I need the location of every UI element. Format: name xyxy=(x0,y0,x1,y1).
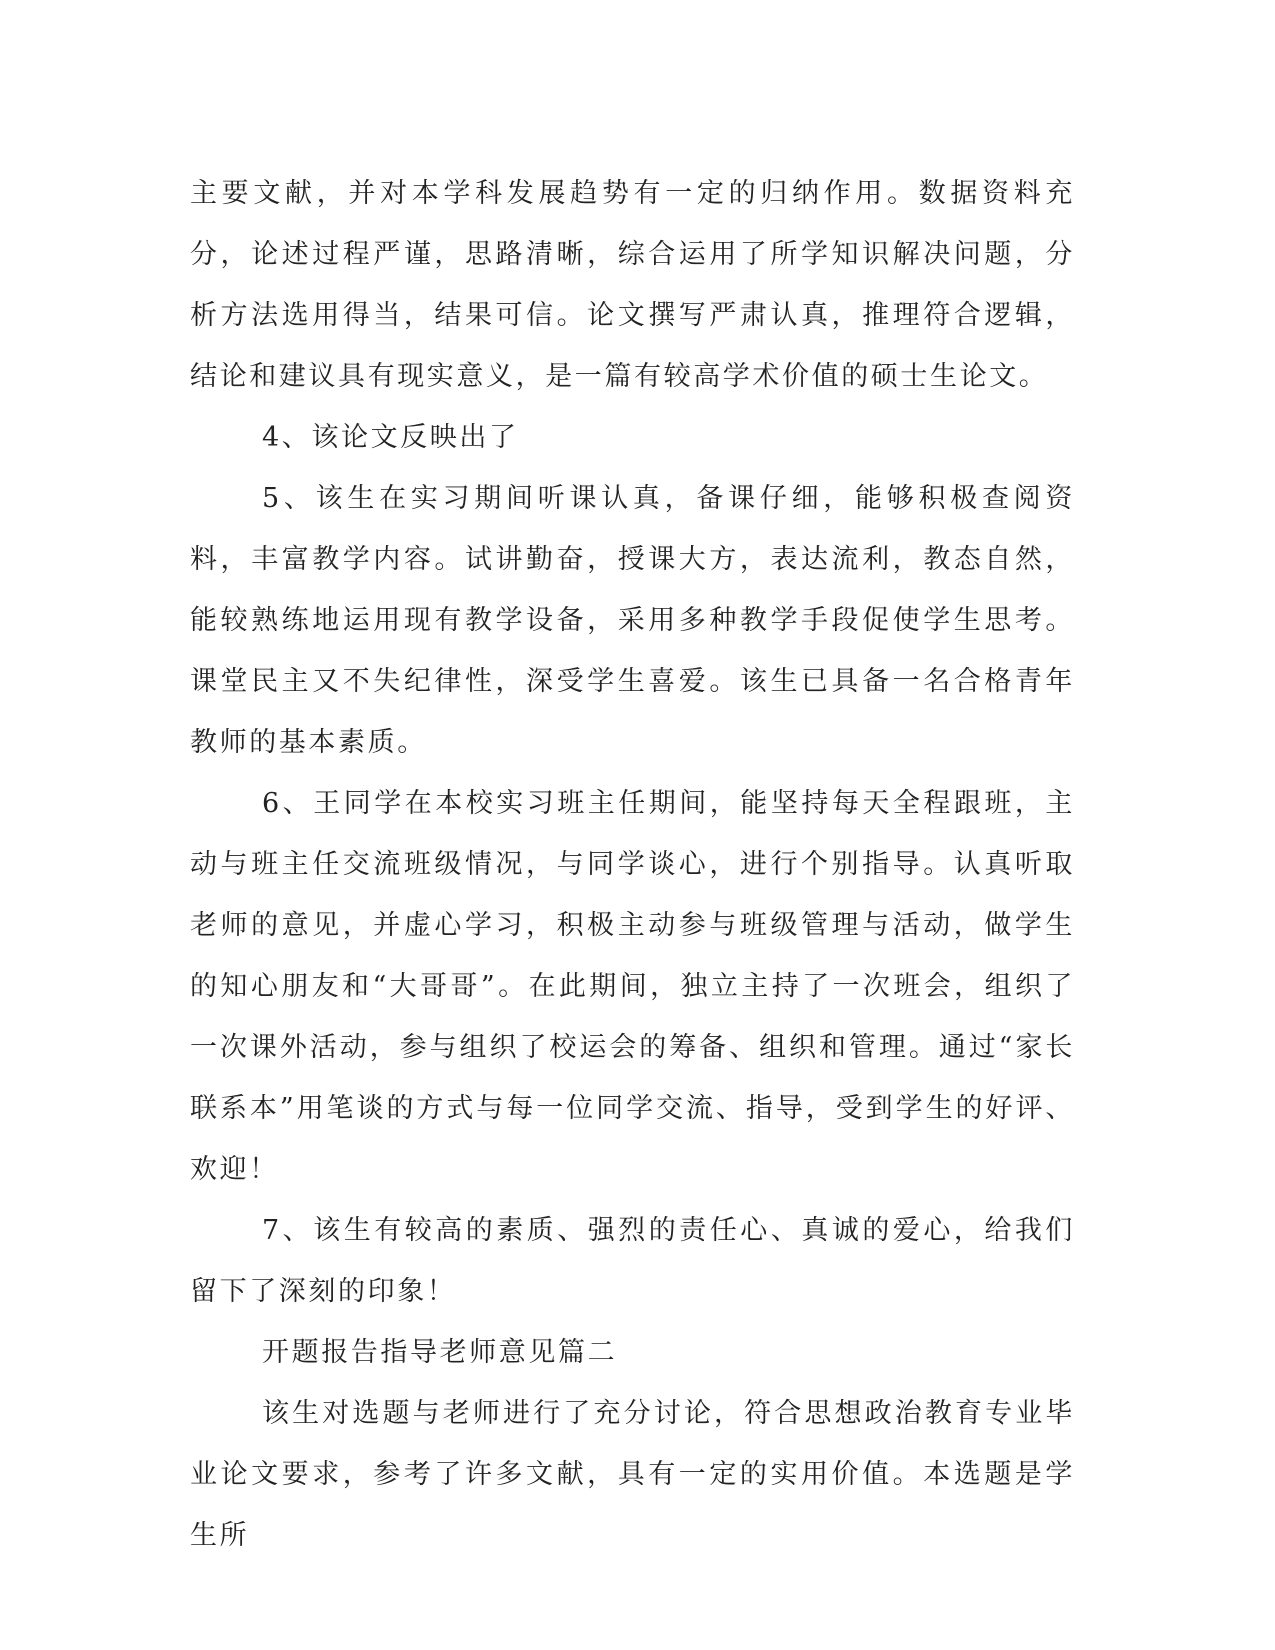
section-heading: 开题报告指导老师意见篇二 xyxy=(262,1337,618,1368)
paragraph-section-2-intro: 该生对选题与老师进行了充分讨论，符合思想政治教育专业毕业论文要求，参考了许多文献，具有一定的实用价值。本选题是学生所 xyxy=(190,1398,1075,1551)
paragraph-review-summary: 主要文献，并对本学科发展趋势有一定的归纳作用。数据资料充分，论述过程严谨，思路清晰，综合运用了所学知识解决问题，分析方法选用得当，结果可信。论文撰写严肃认真，推理符合逻辑，结论和建议具有现实意义，是一篇有较高学术价值的硕士生论文。 xyxy=(190,178,1075,392)
paragraph-item-4: 4、该论文反映出了 xyxy=(262,422,519,453)
paragraph-item-7: 7、该生有较高的素质、强烈的责任心、真诚的爱心，给我们留下了深刻的印象！ xyxy=(190,1215,1075,1307)
paragraph-item-5: 5、该生在实习期间听课认真，备课仔细，能够积极查阅资料，丰富教学内容。试讲勤奋，授课大方，表达流利，教态自然，能较熟练地运用现有教学设备，采用多种教学手段促使学生思考。课堂民主又不失纪律性，深受学生喜爱。该生已具备一名合格青年教师的基本素质。 xyxy=(190,483,1075,758)
document-body xyxy=(190,163,1075,1566)
paragraph-item-6: 6、王同学在本校实习班主任期间，能坚持每天全程跟班，主动与班主任交流班级情况，与同学谈心，进行个别指导。认真听取老师的意见，并虚心学习，积极主动参与班级管理与活动，做学生的知心朋友和“大哥哥”。在此期间，独立主持了一次班会，组织了一次课外活动，参与组织了校运会的筹备、组织和管理。通过“家长联系本”用笔谈的方式与每一位同学交流、指导，受到学生的好评、欢迎！ xyxy=(190,788,1075,1185)
